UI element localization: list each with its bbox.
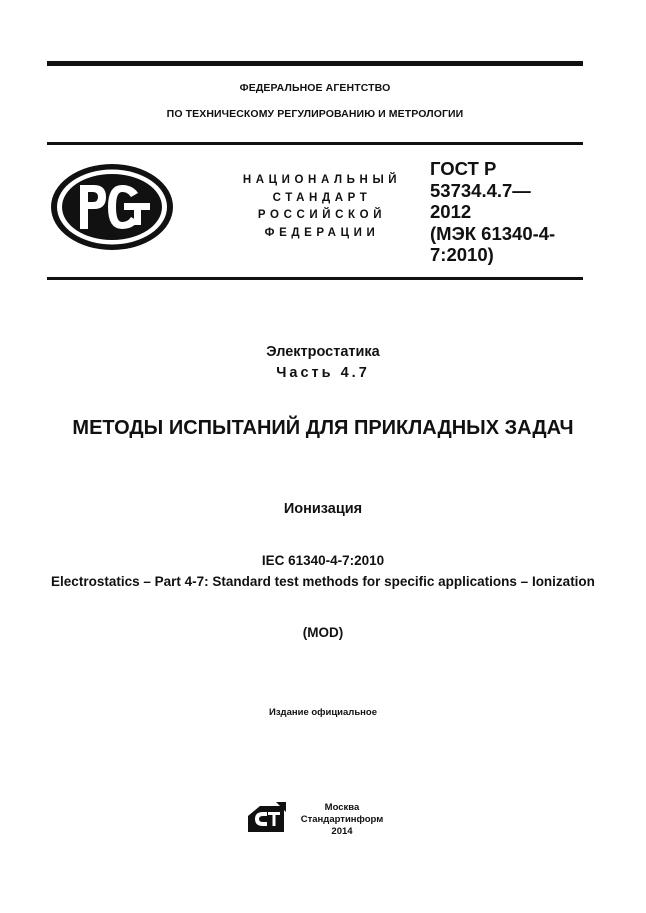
designation-line-1: ГОСТ Р: [430, 158, 497, 179]
iec-code: IEC 61340-4-7:2010: [261, 553, 385, 568]
standartinform-logo-icon: [246, 802, 286, 834]
top-rule: [47, 61, 583, 66]
iec-title: Electrostatics – Part 4-7: Standard test methods for specific applications – Ionization: [51, 574, 595, 589]
rst-emblem-icon: [50, 163, 174, 251]
standard-designation: [430, 158, 590, 266]
publisher-block: [294, 802, 390, 838]
standard-type-line-2: СТАНДАРТ: [272, 191, 372, 204]
middle-rule: [47, 142, 583, 145]
standard-type: [226, 172, 418, 242]
designation-line-5: 7:2010): [430, 244, 494, 265]
series-title: Электростатика: [266, 344, 380, 360]
bottom-rule: [47, 277, 583, 280]
designation-line-3: 2012: [430, 201, 472, 222]
standard-type-line-1: НАЦИОНАЛЬНЫЙ: [242, 174, 402, 186]
agency-line-2: ПО ТЕХНИЧЕСКОМУ РЕГУЛИРОВАНИЮ И МЕТРОЛОГИИ: [166, 108, 464, 120]
document-subtitle: Ионизация: [283, 501, 363, 517]
modification-label: (MOD): [302, 625, 344, 640]
series-part: Часть 4.7: [276, 365, 370, 381]
designation-line-2: 53734.4.7—: [430, 179, 531, 201]
publisher-city: Москва: [324, 802, 360, 813]
edition-label: Издание официальное: [269, 707, 377, 718]
publisher-name: Стандартинформ: [300, 814, 384, 825]
document-title: МЕТОДЫ ИСПЫТАНИЙ ДЛЯ ПРИКЛАДНЫХ ЗАДАЧ: [72, 417, 574, 439]
designation-line-4: (МЭК 61340-4-: [430, 222, 556, 244]
standard-type-line-3: РОССИЙСКОЙ: [257, 209, 387, 221]
publisher-year: 2014: [331, 826, 353, 837]
standard-type-line-4: ФЕДЕРАЦИИ: [264, 226, 380, 239]
agency-line-1: ФЕДЕРАЛЬНОЕ АГЕНТСТВО: [239, 82, 391, 94]
